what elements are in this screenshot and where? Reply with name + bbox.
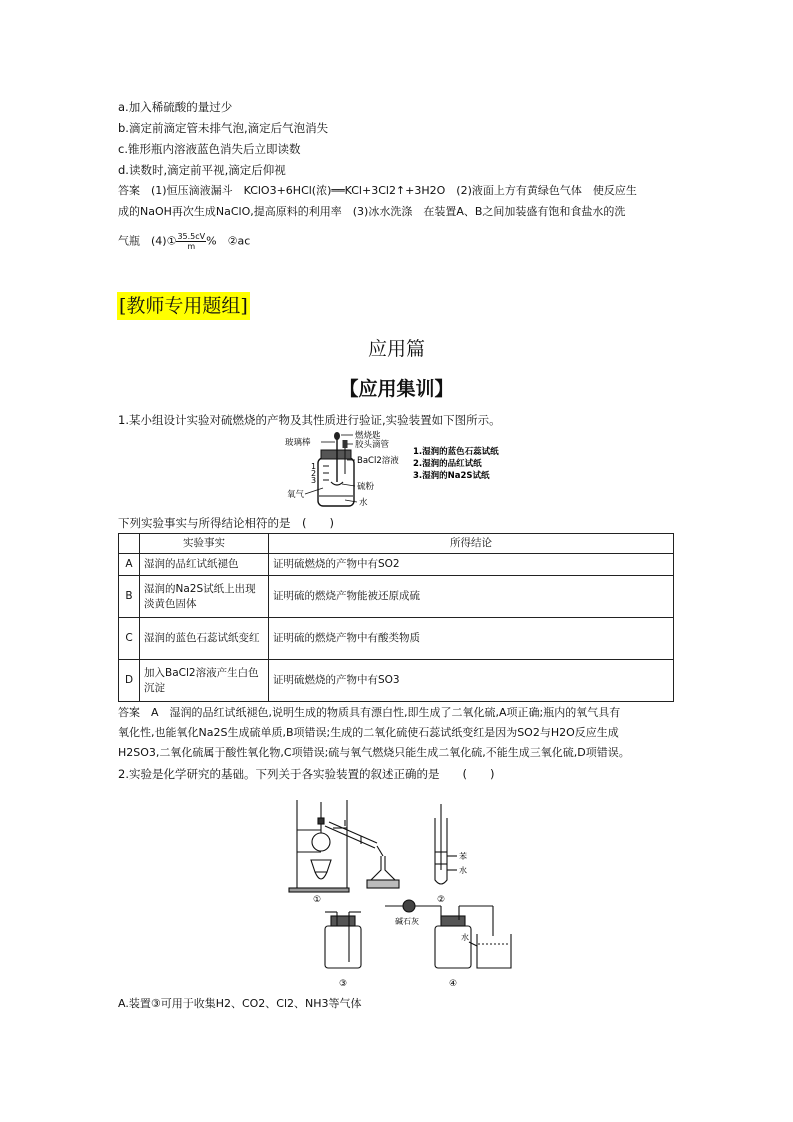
fraction-numerator: 35.5cV — [177, 232, 206, 241]
label-num-3: 3 — [311, 476, 317, 485]
table-cell: 证明硫的燃烧产物能被还原成硫 — [269, 576, 674, 618]
facts-table — [118, 533, 674, 702]
table-header-cell: 所得结论 — [269, 534, 674, 554]
label-apparatus-3: ③ — [339, 979, 348, 989]
apparatus-gas-bottle — [325, 912, 361, 968]
q1-answer-line3: H2SO3,二氧化硫属于酸性氧化物,C项错误;硫与氧气燃烧只能生成二氧化硫,不能生成三氧化硫,D项错误。 — [118, 746, 630, 759]
table-cell: 证明硫燃烧的产物中有SO2 — [269, 554, 674, 576]
legend-1: 1.湿润的蓝色石蕊试纸 — [413, 447, 499, 457]
answer1-line3 — [118, 232, 250, 251]
table-header-row — [119, 534, 674, 554]
table-cell: A — [119, 554, 140, 576]
label-num-1: 1 — [311, 462, 317, 471]
label-apparatus-4: ④ — [449, 979, 458, 989]
q1-prompt: 下列实验事实与所得结论相符的是 ( ) — [118, 516, 334, 530]
heading-application: 应用篇 — [367, 338, 425, 360]
label-water-4: 水 — [461, 933, 469, 942]
answer1-line1: 答案 (1)恒压滴液漏斗 KClO3+6HCl(浓)══KCl+3Cl2↑+3H2O (2)液面上方有黄绿色气体 使反应生 — [118, 184, 637, 197]
legend-2: 2.湿润的品红试纸 — [413, 459, 482, 469]
q1-answer-line2: 氧化性,也能氧化Na2S生成硫单质,B项错误;生成的二氧化硫使石蕊试纸变红是因为SO2与H2O反应生成 — [118, 726, 619, 739]
label-oxygen: 氧气 — [287, 490, 305, 500]
label-sulfur: 硫粉 — [357, 482, 375, 492]
section-tag: [教师专用题组] — [117, 292, 250, 320]
table-cell: 湿润的Na2S试纸上出现淡黄色固体 — [140, 576, 269, 618]
q1-stem: 1.某小组设计实验对硫燃烧的产物及其性质进行验证,实验装置如下图所示。 — [118, 413, 501, 427]
q1-answer-line1: 答案 A 湿润的品红试纸褪色,说明生成的物质具有漂白性,即生成了二氧化硫,A项正确;瓶内的氧气具有 — [118, 706, 621, 719]
label-apparatus-2: ② — [437, 895, 446, 905]
label-bacl2: BaCl2溶液 — [357, 456, 399, 466]
apparatus-absorption — [385, 900, 511, 968]
table-cell: 湿润的蓝色石蕊试纸变红 — [140, 618, 269, 660]
apparatus-distillation — [289, 800, 399, 892]
q2-stem: 2.实验是化学研究的基础。下列关于各实验装置的叙述正确的是 ( ) — [118, 767, 495, 781]
legend-3: 3.湿润的Na2S试纸 — [413, 471, 490, 481]
label-water-2: 水 — [459, 866, 467, 875]
option-a: a.加入稀硫酸的量过少 — [118, 100, 233, 114]
table-row — [119, 576, 674, 618]
answer1-line2: 成的NaOH再次生成NaClO,提高原料的利用率 (3)冰水洗涤 在装置A、B之间加装盛有饱和食盐水的洗 — [118, 205, 626, 218]
label-num-2: 2 — [311, 469, 317, 478]
sulfur-combustion-apparatus — [285, 430, 525, 514]
table-cell: B — [119, 576, 140, 618]
table-cell: 湿润的品红试纸褪色 — [140, 554, 269, 576]
apparatus-test-tube — [435, 804, 457, 884]
table-row — [119, 660, 674, 702]
label-water: 水 — [359, 498, 368, 508]
table-header-cell — [119, 534, 140, 554]
answer1-line3-suffix: % ②ac — [206, 234, 251, 248]
table-row — [119, 554, 674, 576]
answer1-fraction — [176, 232, 206, 251]
option-c: c.锥形瓶内溶液蓝色消失后立即读数 — [118, 142, 301, 156]
label-benzene: 苯 — [459, 852, 467, 861]
answer1-line3-prefix: 气瓶 (4)① — [118, 234, 177, 248]
label-dropper: 胶头滴管 — [355, 440, 390, 450]
table-cell: 证明硫燃烧的产物中有SO3 — [269, 660, 674, 702]
table-cell: 证明硫的燃烧产物中有酸类物质 — [269, 618, 674, 660]
label-apparatus-1: ① — [313, 895, 322, 905]
label-glass-rod: 玻璃棒 — [285, 438, 311, 448]
option-b: b.滴定前滴定管未排气泡,滴定后气泡消失 — [118, 121, 329, 135]
option-d: d.读数时,滴定前平视,滴定后仰视 — [118, 163, 286, 177]
table-cell: C — [119, 618, 140, 660]
label-spoon: 燃烧匙 — [355, 431, 381, 441]
heading-training: 【应用集训】 — [339, 378, 454, 400]
q2-option-a: A.装置③可用于收集H2、CO2、Cl2、NH3等气体 — [118, 997, 362, 1010]
table-row — [119, 618, 674, 660]
table-cell: 加入BaCl2溶液产生白色沉淀 — [140, 660, 269, 702]
table-cell: D — [119, 660, 140, 702]
table-header-cell: 实验事实 — [140, 534, 269, 554]
lab-apparatus-diagrams — [285, 790, 515, 990]
fraction-denominator: m — [187, 242, 196, 251]
label-soda-lime: 碱石灰 — [395, 917, 419, 926]
